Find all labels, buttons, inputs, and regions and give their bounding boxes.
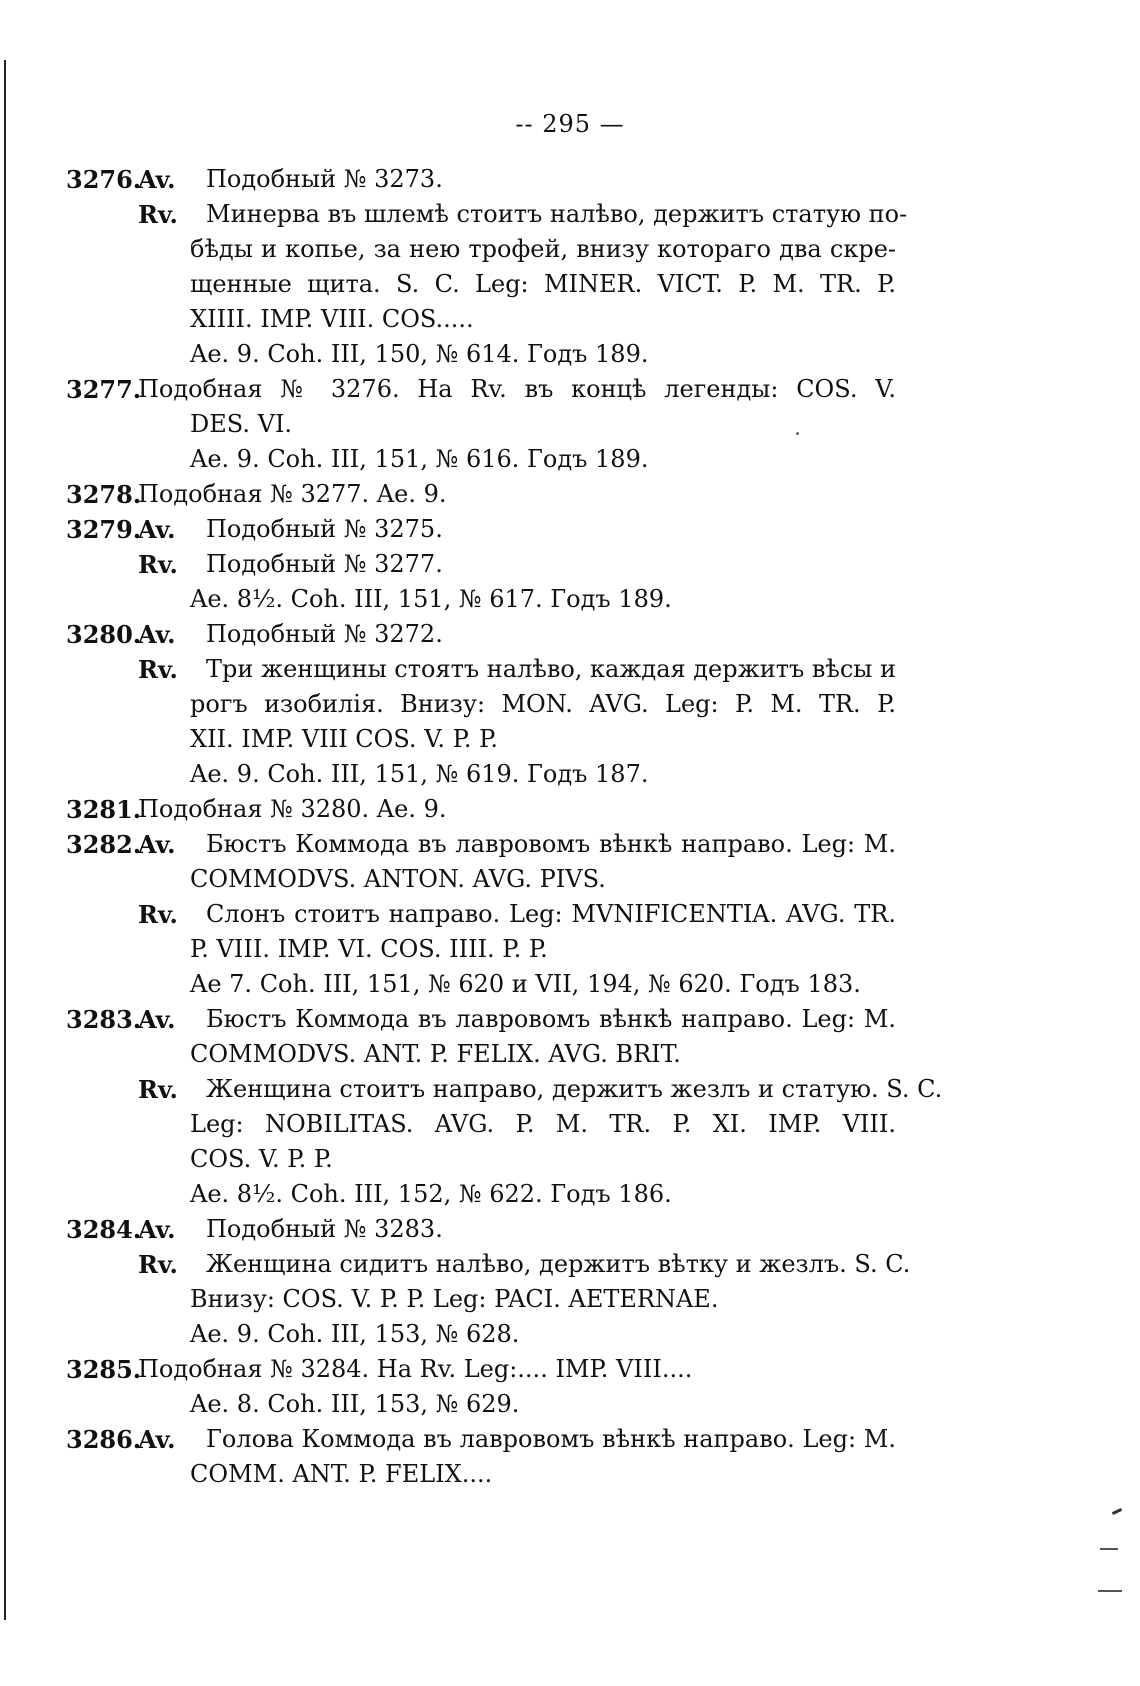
entry-text: Подобный № 3272. bbox=[206, 620, 443, 648]
entry-line bbox=[66, 897, 896, 932]
obverse-label: Av. bbox=[138, 165, 176, 194]
catalog-entry bbox=[66, 372, 896, 477]
entry-text: Минерва въ шлемѣ стоитъ налѣво, держитъ статую по- bbox=[206, 200, 908, 228]
entry-text: DES. VI. bbox=[190, 410, 293, 438]
entry-line bbox=[66, 337, 896, 372]
entry-text: COS. V. P. P. bbox=[190, 1145, 333, 1173]
entry-text: COMMODVS. ANTON. AVG. PIVS. bbox=[190, 865, 606, 893]
entry-text: Подобная № 3277. Ae. 9. bbox=[138, 480, 447, 508]
entry-number: 3283. bbox=[66, 1005, 142, 1034]
entry-text: Leg: NOBILITAS. AVG. P. M. TR. P. XI. IMP. VIII. bbox=[190, 1110, 896, 1138]
reverse-label: Rv. bbox=[138, 200, 178, 229]
entry-line bbox=[66, 617, 896, 652]
entry-text: P. VIII. IMP. VI. COS. IIII. P. P. bbox=[190, 935, 548, 963]
obverse-label: Av. bbox=[138, 620, 176, 649]
reference-line: Ae. 9. Coh. III, 151, № 619. Годъ 187. bbox=[190, 760, 649, 788]
entry-line bbox=[66, 967, 896, 1002]
entry-text: Подобный № 3277. bbox=[206, 550, 443, 578]
entry-text: XII. IMP. VIII COS. V. P. P. bbox=[190, 725, 499, 753]
entry-line bbox=[66, 267, 896, 302]
entry-text: щенные щита. S. C. Leg: MINER. VICT. P. M. TR. P. bbox=[190, 270, 896, 298]
entry-number: 3279. bbox=[66, 515, 142, 544]
entry-line bbox=[66, 1107, 896, 1142]
entry-line bbox=[66, 652, 896, 687]
entry-line bbox=[66, 1317, 896, 1352]
catalog-entry bbox=[66, 617, 896, 792]
entry-text: Голова Коммода въ лавровомъ вѣнкѣ направо. Leg: M. bbox=[206, 1425, 896, 1453]
margin-mark bbox=[1100, 1548, 1118, 1550]
entry-line bbox=[66, 162, 896, 197]
entry-line bbox=[66, 1282, 896, 1317]
entry-text: Женщина стоитъ направо, держитъ жезлъ и статую. S. C. bbox=[206, 1075, 943, 1103]
entry-text: Подобный № 3283. bbox=[206, 1215, 443, 1243]
entry-line bbox=[66, 1247, 911, 1282]
reference-line: Ae. 8½. Coh. III, 151, № 617. Годъ 189. bbox=[190, 585, 672, 613]
entry-line bbox=[66, 1142, 896, 1177]
entry-line bbox=[66, 302, 896, 337]
entry-line bbox=[66, 862, 896, 897]
entry-line bbox=[66, 1072, 943, 1107]
catalog-entry bbox=[66, 792, 896, 827]
entry-line bbox=[66, 1387, 896, 1422]
entry-line bbox=[66, 407, 896, 442]
entry-text: XIIII. IMP. VIII. COS..... bbox=[190, 305, 474, 333]
reference-line: Ae 7. Coh. III, 151, № 620 и VII, 194, № 620. Годъ 183. bbox=[190, 970, 861, 998]
entry-line bbox=[66, 757, 896, 792]
entry-number: 3286. bbox=[66, 1425, 142, 1454]
catalog-entry bbox=[66, 1002, 943, 1212]
entry-text: Бюстъ Коммода въ лавровомъ вѣнкѣ направо. Leg: M. bbox=[206, 830, 896, 858]
entry-line bbox=[66, 1037, 896, 1072]
catalog-entry bbox=[66, 1212, 911, 1352]
entry-number: 3282. bbox=[66, 830, 142, 859]
entry-text: Подобная № 3276. На Rv. въ концѣ легенды: COS. V. bbox=[138, 375, 896, 403]
entry-line bbox=[66, 932, 896, 967]
entry-line bbox=[66, 197, 908, 232]
catalog-entry bbox=[66, 1422, 896, 1492]
entry-line bbox=[66, 547, 896, 582]
reference-line: Ae. 9. Coh. III, 150, № 614. Годъ 189. bbox=[190, 340, 649, 368]
reverse-label: Rv. bbox=[138, 1075, 178, 1104]
catalog-entry bbox=[66, 827, 896, 1002]
entry-text: Подобная № 3284. На Rv. Leg:.... IMP. VIII.... bbox=[138, 1355, 693, 1383]
entry-number: 3284. bbox=[66, 1215, 142, 1244]
margin-mark bbox=[1112, 1508, 1122, 1515]
margin-mark bbox=[1098, 1590, 1122, 1592]
entry-line bbox=[66, 1177, 896, 1212]
entry-line bbox=[66, 1457, 896, 1492]
entry-text: Подобный № 3275. bbox=[206, 515, 443, 543]
catalog-entry bbox=[66, 162, 908, 372]
entry-line bbox=[66, 582, 896, 617]
entry-text: Бюстъ Коммода въ лавровомъ вѣнкѣ направо. Leg: M. bbox=[206, 1005, 896, 1033]
obverse-label: Av. bbox=[138, 1005, 176, 1034]
reference-line: Ae. 9. Coh. III, 153, № 628. bbox=[190, 1320, 520, 1348]
entry-text: рогъ изобилія. Внизу: MON. AVG. Leg: P. M. TR. P. bbox=[190, 690, 896, 718]
obverse-label: Av. bbox=[138, 1215, 176, 1244]
obverse-label: Av. bbox=[138, 1425, 176, 1454]
catalog-entry bbox=[66, 477, 896, 512]
entry-line bbox=[66, 442, 896, 477]
entry-text: COMM. ANT. P. FELIX.... bbox=[190, 1460, 493, 1488]
entry-text: Слонъ стоитъ направо. Leg: MVNIFICENTIA. AVG. TR. bbox=[206, 900, 896, 928]
entry-number: 3276. bbox=[66, 165, 142, 194]
reverse-label: Rv. bbox=[138, 550, 178, 579]
reference-line: Ae. 8½. Coh. III, 152, № 622. Годъ 186. bbox=[190, 1180, 672, 1208]
entry-number: 3278. bbox=[66, 480, 142, 509]
obverse-label: Av. bbox=[138, 515, 176, 544]
entry-text: бѣды и копье, за нею трофей, внизу котораго два скре- bbox=[190, 235, 896, 263]
reverse-label: Rv. bbox=[138, 1250, 178, 1279]
entry-line bbox=[66, 792, 896, 827]
entry-text: Внизу: COS. V. P. P. Leg: PACI. AETERNAE. bbox=[190, 1285, 719, 1313]
catalog-entries bbox=[66, 162, 943, 1492]
entry-line bbox=[66, 512, 896, 547]
entry-line bbox=[66, 477, 896, 512]
entry-line bbox=[66, 722, 896, 757]
entry-text: Женщина сидитъ налѣво, держитъ вѣтку и жезлъ. S. C. bbox=[206, 1250, 911, 1278]
reverse-label: Rv. bbox=[138, 900, 178, 929]
entry-text: Подобный № 3273. bbox=[206, 165, 443, 193]
entry-text: COMMODVS. ANT. P. FELIX. AVG. BRIT. bbox=[190, 1040, 681, 1068]
entry-number: 3280. bbox=[66, 620, 142, 649]
obverse-label: Av. bbox=[138, 830, 176, 859]
catalog-entry bbox=[66, 1352, 896, 1422]
page-edge-rule bbox=[4, 60, 6, 1620]
entry-line bbox=[66, 1422, 896, 1457]
page-number: -- 295 — bbox=[515, 110, 625, 138]
entry-line bbox=[66, 827, 896, 862]
entry-text: Подобная № 3280. Ae. 9. bbox=[138, 795, 447, 823]
entry-line bbox=[66, 1212, 896, 1247]
catalog-entry bbox=[66, 512, 896, 617]
reference-line: Ae. 9. Coh. III, 151, № 616. Годъ 189. bbox=[190, 445, 649, 473]
entry-line bbox=[66, 687, 896, 722]
entry-line bbox=[66, 1002, 896, 1037]
entry-number: 3277. bbox=[66, 375, 142, 404]
entry-line bbox=[66, 1352, 896, 1387]
entry-text: Три женщины стоятъ налѣво, каждая держитъ вѣсы и bbox=[206, 655, 897, 683]
entry-line bbox=[66, 372, 896, 407]
entry-line bbox=[66, 232, 896, 267]
reference-line: Ae. 8. Coh. III, 153, № 629. bbox=[190, 1390, 520, 1418]
reverse-label: Rv. bbox=[138, 655, 178, 684]
entry-number: 3285. bbox=[66, 1355, 142, 1384]
entry-number: 3281. bbox=[66, 795, 142, 824]
